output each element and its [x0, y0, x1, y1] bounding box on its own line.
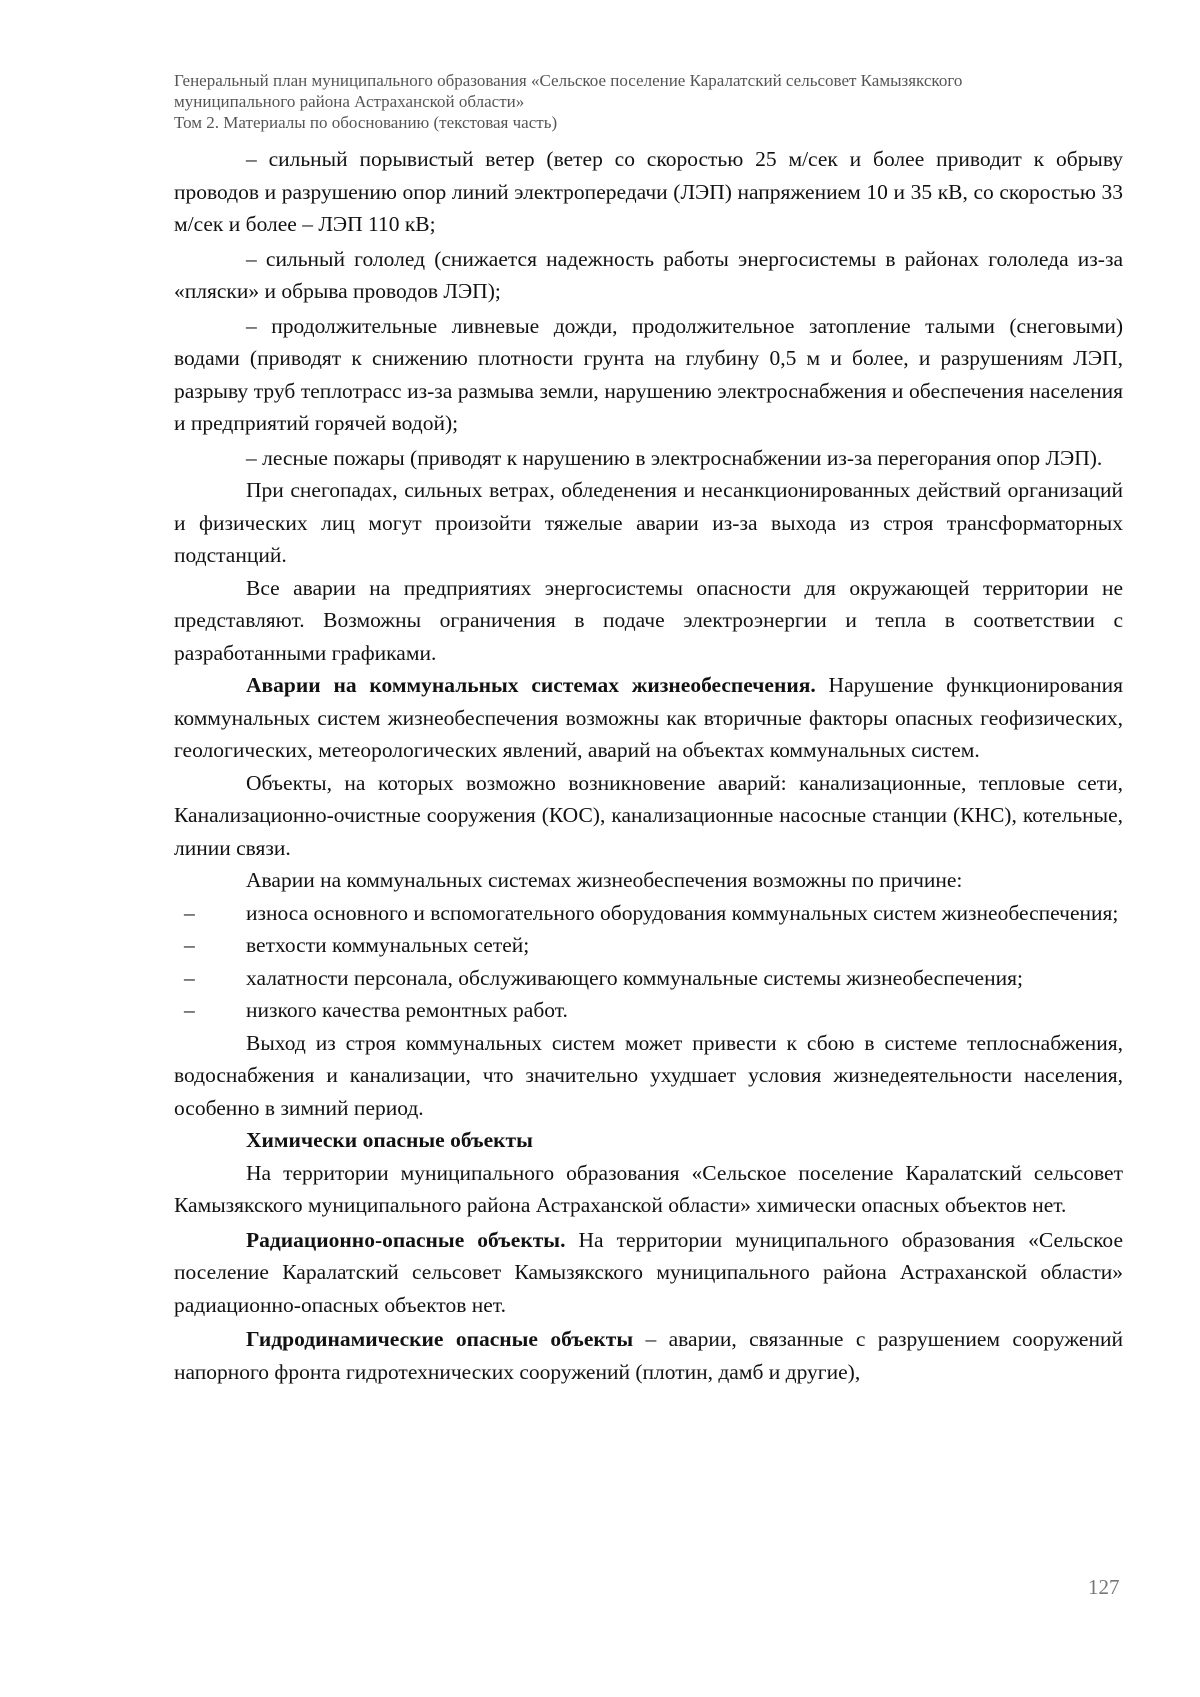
list-item [174, 962, 1123, 995]
section-heading-chemical [174, 1124, 1123, 1157]
dash-marker: – [184, 998, 195, 1022]
list-item [174, 929, 1123, 962]
paragraph-radiation [174, 1224, 1123, 1322]
paragraph-energy-accidents: Все аварии на предприятиях энергосистемы опасности для окружающей территории не представляют. Возможны ограничения в подаче электроэнергии и тепла в соответствии с разработанными графиками. [174, 575, 1123, 665]
chemical-heading: Химически опасные объекты [246, 1128, 533, 1152]
paragraph-utility-accidents [174, 669, 1123, 767]
header-line-1: Генеральный план муниципального образования «Сельское поселение Каралатский сельсовет Камызякского [174, 71, 963, 90]
list-item-text: низкого качества ремонтных работ. [246, 998, 568, 1022]
page-number: 127 [1088, 1575, 1120, 1599]
hydrodynamic-text: – аварии, связанные с разрушением сооружений напорного фронта гидротехнических сооружений (плотин, дамб и другие), [174, 1327, 1123, 1384]
paragraph-ice: – сильный гололед (снижается надежность работы энергосистемы в районах гололеда из-за «пляски» и обрыва проводов ЛЭП); [174, 246, 1123, 303]
paragraph-failure-consequences: Выход из строя коммунальных систем может привести к сбою в системе теплоснабжения, водоснабжения и канализации, что значительно ухудшает условия жизнедеятельности населения, особенно в зимний период. [174, 1030, 1123, 1120]
dash-marker: – [184, 965, 195, 990]
radiation-text: На территории муниципального образования «Сельское поселение Каралатский сельсовет Камызякского муниципального района Астраханской области» радиационно-опасных объектов нет. [174, 1227, 1123, 1317]
list-item-text: ветхости коммунальных сетей; [246, 933, 530, 957]
header-line-3: Том 2. Материалы по обоснованию (текстовая часть) [174, 113, 558, 132]
paragraph-chemical: На территории муниципального образования «Сельское поселение Каралатский сельсовет Камызякского муниципального района Астраханской области» химически опасных объектов нет. [174, 1160, 1123, 1217]
paragraph-snowfall: При снегопадах, сильных ветрах, обледенения и несанкционированных действий организаций и физических лиц могут произойти тяжелые аварии из-за выхода из строя трансформаторных подстанций. [174, 478, 1123, 567]
list-item-text: износа основного и вспомогательного оборудования коммунальных систем жизнеобеспечения; [246, 900, 1119, 925]
paragraph-objects: Объекты, на которых возможно возникновение аварий: канализационные, тепловые сети, Канализационно-очистные сооружения (КОС), канализационные насосные станции (КНС), котельные, линии связи. [174, 770, 1123, 860]
body-text [174, 143, 1123, 1388]
paragraph-hydrodynamic [174, 1323, 1123, 1388]
list-item [174, 994, 1123, 1027]
hydrodynamic-heading: Гидродинамические опасные объекты [246, 1327, 634, 1351]
radiation-heading: Радиационно-опасные объекты. [246, 1227, 566, 1252]
dash-marker: – [184, 900, 195, 925]
header-line-2: муниципального района Астраханской области» [174, 92, 525, 111]
utility-accidents-text: Нарушение функционирования коммунальных систем жизнеобеспечения возможны как вторичные факторы опасных геофизических, геологических, метеорологических явлений, аварий на объектах коммунальных систем. [174, 673, 1123, 762]
paragraph-wind: – сильный порывистый ветер (ветер со скоростью 25 м/сек и более приводит к обрыву проводов и разрушению опор линий электропередачи (ЛЭП) напряжением 10 и 35 кВ, со скоростью 33 м/сек и более – ЛЭП 110 кВ; [174, 147, 1123, 236]
paragraph-causes-intro: Аварии на коммунальных системах жизнеобеспечения возможны по причине: [246, 868, 963, 892]
utility-accidents-heading: Аварии на коммунальных системах жизнеобеспечения. [246, 673, 816, 697]
list-item [174, 897, 1123, 930]
list-item-text: халатности персонала, обслуживающего коммунальные системы жизнеобеспечения; [246, 965, 1023, 990]
dash-marker: – [184, 933, 195, 957]
paragraph-fires: – лесные пожары (приводят к нарушению в электроснабжении из-за перегорания опор ЛЭП). [246, 445, 1103, 470]
running-header [174, 70, 1134, 133]
paragraph-rain: – продолжительные ливневые дожди, продолжительное затопление талыми (снеговыми) водами (приводят к снижению плотности грунта на глубину 0,5 м и более, и разрушениям ЛЭП, разрыву труб теплотрасс из-за размыва земли, нарушению электроснабжения и обеспечения населения и предприятий горячей водой); [174, 313, 1123, 435]
